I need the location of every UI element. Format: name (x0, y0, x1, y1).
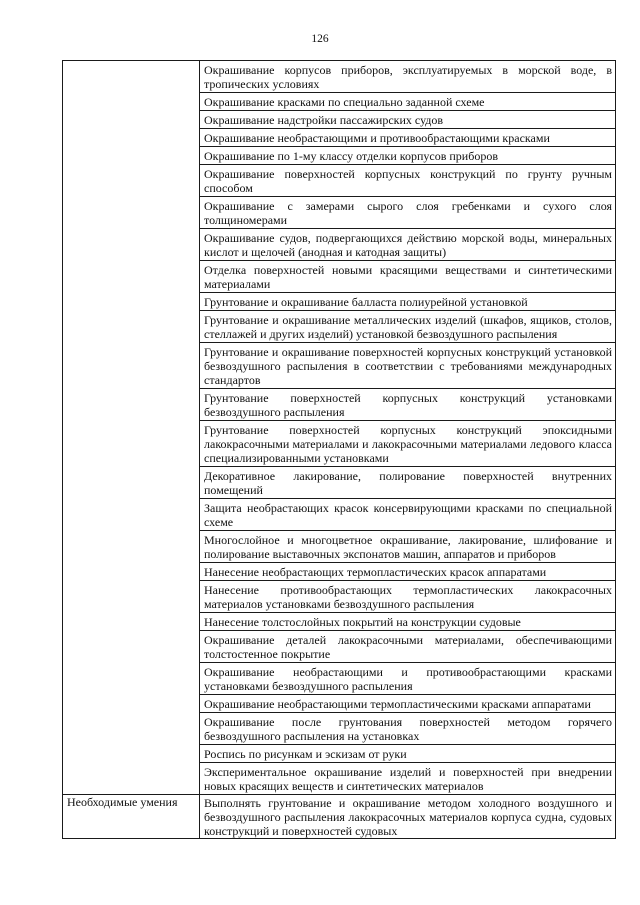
list-item: Окрашивание деталей лакокрасочными материалами, обеспечивающими толстостенное покрытие (200, 631, 615, 663)
list-item: Грунтование поверхностей корпусных конструкций установками безвоздушного распыления (200, 389, 615, 421)
list-item: Окрашивание после грунтования поверхностей методом горячего безвоздушного распыления на установках (200, 713, 615, 745)
work-items-list (204, 61, 612, 794)
list-item: Окрашивание корпусов приборов, эксплуатируемых в морской воде, в тропических условиях (200, 61, 615, 93)
list-item: Грунтование и окрашивание балласта полиурейной установкой (200, 293, 615, 311)
list-item: Защита необрастающих красок консервирующими красками по специальной схеме (200, 499, 615, 531)
list-item: Нанесение необрастающих термопластических красок аппаратами (200, 563, 615, 581)
work-items-cell (200, 61, 616, 795)
page-number: 126 (311, 33, 329, 45)
list-item: Окрашивание с замерами сырого слоя гребенками и сухого слоя толщиномерами (200, 197, 615, 229)
list-item: Декоративное лакирование, полирование поверхностей внутренних помещений (200, 467, 615, 499)
list-item: Окрашивание по 1-му классу отделки корпусов приборов (200, 147, 615, 165)
table-row-works (63, 61, 616, 795)
list-item: Окрашивание красками по специально заданной схеме (200, 93, 615, 111)
list-item: Экспериментальное окрашивание изделий и поверхностей при внедрении новых красящих веществ и синтетических материалов (204, 765, 612, 793)
table-cell-empty (63, 61, 200, 795)
list-item: Окрашивание поверхностей корпусных конструкций по грунту ручным способом (200, 165, 615, 197)
skills-text: Выполнять грунтование и окрашивание методом холодного воздушного и безвоздушного распыления лакокрасочных материалов корпуса судна, судовых конструкций и поверхностей судовых (204, 796, 612, 838)
skills-cell (200, 795, 616, 839)
list-item: Отделка поверхностей новыми красящими веществами и синтетическими материалами (200, 261, 615, 293)
list-item: Окрашивание необрастающими термопластическими красками аппаратами (200, 695, 615, 713)
list-item: Многослойное и многоцветное окрашивание, лакирование, шлифование и полирование выставочных экспонатов машин, аппаратов и приборов (200, 531, 615, 563)
list-item: Окрашивание судов, подвергающихся действию морской воды, минеральных кислот и щелочей (анодная и катодная защиты) (200, 229, 615, 261)
list-item: Грунтование поверхностей корпусных конструкций эпоксидными лакокрасочными материалами и лакокрасочными материалами ледового класса специализированными установками (200, 421, 615, 467)
list-item: Грунтование и окрашивание металлических изделий (шкафов, ящиков, столов, стеллажей и других изделий) установкой безвоздушного распыления (200, 311, 615, 343)
list-item: Нанесение толстослойных покрытий на конструкции судовые (200, 613, 615, 631)
list-item: Окрашивание необрастающими и противообрастающими красками (200, 129, 615, 147)
competency-table (62, 60, 616, 839)
list-item: Окрашивание надстройки пассажирских судов (200, 111, 615, 129)
skills-label: Необходимые умения (63, 795, 200, 839)
list-item: Роспись по рисункам и эскизам от руки (200, 745, 615, 763)
list-item: Грунтование и окрашивание поверхностей корпусных конструкций установкой безвоздушного распыления в соответствии с требованиями международных стандартов (200, 343, 615, 389)
table-row-skills (63, 795, 616, 839)
list-item: Окрашивание необрастающими и противообрастающими красками установками безвоздушного распыления (200, 663, 615, 695)
list-item: Нанесение противообрастающих термопластических лакокрасочных материалов установками безвоздушного распыления (200, 581, 615, 613)
